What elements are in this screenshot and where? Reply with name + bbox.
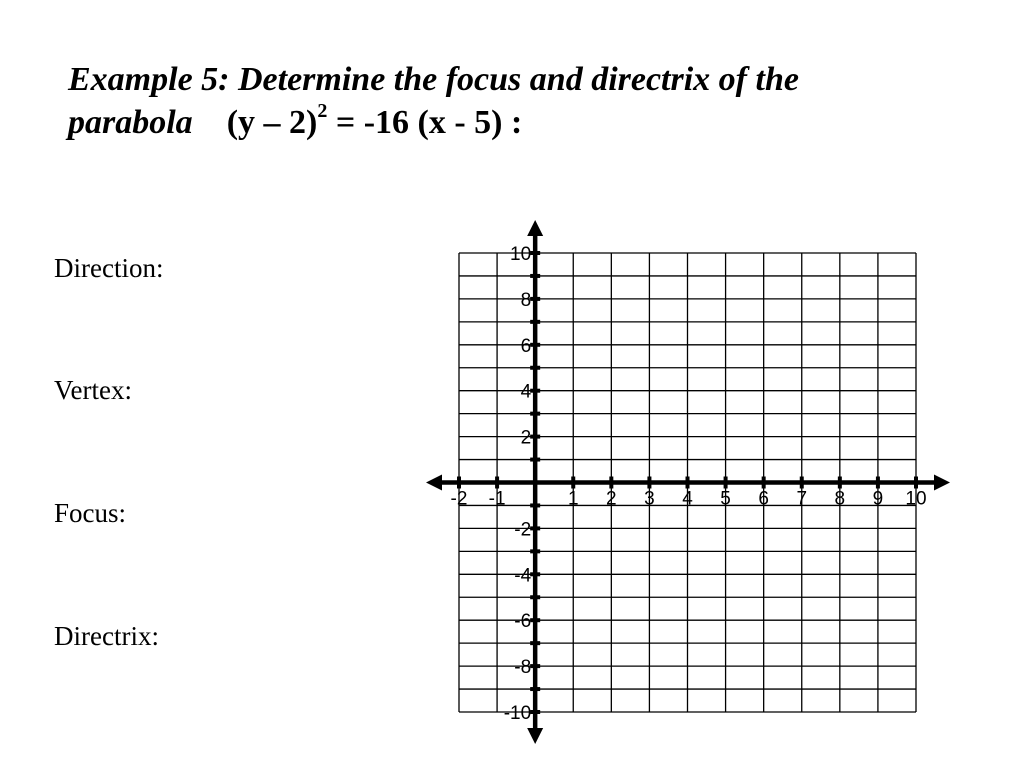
x-tick-label: 5 xyxy=(720,488,731,510)
focus-label: Focus: xyxy=(54,498,127,528)
title-parabola-word: parabola xyxy=(68,104,193,141)
y-tick-label: -6 xyxy=(514,611,532,633)
x-tick-label: 8 xyxy=(834,488,846,510)
x-axis-arrow-right xyxy=(934,475,950,491)
direction-label: Direction: xyxy=(54,253,164,283)
slide-title xyxy=(68,58,968,144)
x-tick-label: 4 xyxy=(682,488,693,510)
y-tick-label: 6 xyxy=(520,335,532,357)
y-tick-label: 10 xyxy=(510,244,532,265)
y-axis-arrow-up xyxy=(527,220,543,236)
y-tick-label: -2 xyxy=(514,519,532,541)
x-tick-label: 6 xyxy=(758,488,769,510)
equation-right: = -16 (x - 5) : xyxy=(327,104,523,141)
x-tick-label: 1 xyxy=(567,488,579,510)
y-tick-label: 4 xyxy=(520,381,532,403)
x-tick-label: -2 xyxy=(450,488,468,510)
x-tick-label: -1 xyxy=(488,488,506,510)
y-tick-label: 2 xyxy=(520,427,532,449)
x-tick-label: 3 xyxy=(644,488,655,510)
coordinate-grid-svg xyxy=(420,218,960,748)
y-axis-arrow-down xyxy=(527,728,543,744)
coordinate-grid xyxy=(420,218,960,748)
y-tick-label: -4 xyxy=(514,565,532,587)
title-line-1: Example 5: Determine the focus and directrix of the xyxy=(68,61,799,98)
equation-left: (y – 2) xyxy=(226,104,318,141)
y-tick-label: -8 xyxy=(514,657,532,679)
y-tick-label: 8 xyxy=(520,289,532,311)
directrix-label: Directrix: xyxy=(54,621,159,651)
x-tick-label: 7 xyxy=(796,488,808,510)
x-tick-label: 10 xyxy=(905,488,927,510)
x-axis-arrow-left xyxy=(426,475,442,491)
x-tick-label: 2 xyxy=(606,488,617,510)
x-tick-label: 9 xyxy=(872,488,884,510)
y-tick-label: -10 xyxy=(503,703,532,724)
equation-exponent: 2 xyxy=(317,100,328,122)
vertex-label: Vertex: xyxy=(54,375,132,405)
